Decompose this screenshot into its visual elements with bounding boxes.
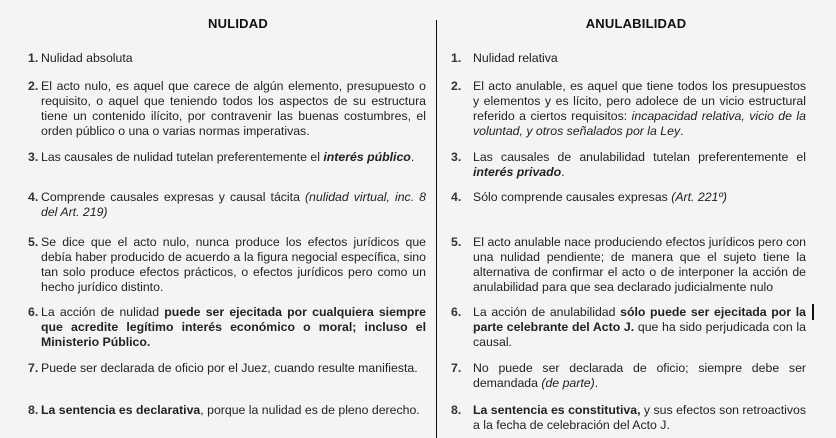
item-text <box>473 361 806 391</box>
emphasis-text: puede ser ejecitada por cualquiera siempre que acredite legítimo interés económico o moral; incluso el Ministerio Público. <box>41 305 426 349</box>
anulabilidad-item <box>451 361 806 391</box>
text-segment: . <box>594 376 599 390</box>
text-segment: Las causales de anulabilidad tutelan preferentemente el <box>473 150 806 164</box>
item-number: 7. <box>28 361 39 375</box>
text-segment: La acción de anulabilidad <box>473 305 621 319</box>
emphasis-text: interés público <box>323 150 411 164</box>
anulabilidad-item <box>451 150 806 180</box>
text-segment: . <box>680 124 684 138</box>
anulabilidad-item <box>451 235 806 295</box>
item-number: 8. <box>451 403 462 417</box>
item-text <box>41 51 426 66</box>
nulidad-item <box>28 79 426 139</box>
emphasis-text: (nulidad virtual, inc. 8 del Art. 219) <box>41 190 426 219</box>
item-text <box>41 235 426 295</box>
anulabilidad-heading: ANULABILIDAD <box>585 16 687 31</box>
text-segment: La acción de nulidad <box>41 305 165 319</box>
text-segment: . <box>410 150 415 164</box>
nulidad-item <box>28 190 426 220</box>
item-text <box>41 305 426 350</box>
anulabilidad-item <box>451 51 806 66</box>
text-segment: Comprende causales expresas y causal tácita <box>41 190 305 204</box>
item-text <box>41 150 426 165</box>
emphasis-text: sólo puede ser ejecitada por la parte celebrante del Acto J. <box>473 305 806 334</box>
text-segment: Nulidad relativa <box>473 51 558 65</box>
item-number: 1. <box>28 51 39 65</box>
nulidad-item <box>28 235 426 295</box>
text-segment: Puede ser declarada de oficio por el Juez, cuando resulte manifiesta. <box>41 361 418 375</box>
item-text <box>41 190 426 220</box>
item-number: 4. <box>451 190 462 204</box>
item-text <box>473 305 806 350</box>
emphasis-text: La sentencia es constitutiva, <box>473 403 641 417</box>
text-segment: y sus efectos son retroactivos a la fecha de celebración del Acto J. <box>473 403 806 432</box>
item-text <box>473 190 806 205</box>
item-number: 7. <box>451 361 462 375</box>
anulabilidad-item <box>451 190 806 205</box>
text-segment: El acto nulo, es aquel que carece de algún elemento, presupuesto o requisito, o aquel que teniendo todos los aspectos de su estructura tiene un contenido ilícito, por contravenir las buenas costumbres, el orden público o una o varias normas imperativas. <box>41 79 426 138</box>
text-segment: Nulidad absoluta <box>41 51 133 65</box>
item-number: 2. <box>451 79 462 93</box>
text-segment: El acto anulable nace produciendo efectos jurídicos pero con una nulidad pendiente; de manera que el sujeto tiene la alternativa de confirmar el acto o de interponer la acción de anulabilidad para que sea declarado judicialmente nulo <box>473 235 806 294</box>
emphasis-text: (Art. 221º) <box>671 190 727 204</box>
text-segment: El acto anulable, es aquel que tiene todos los presupuestos y elementos y es lícito, pero adolece de un vicio estructural referido a ciertos requisitos: <box>473 79 806 123</box>
text-segment: que ha sido perjudicada con la causal. <box>473 320 806 349</box>
anulabilidad-item <box>451 79 806 139</box>
item-text <box>41 361 426 376</box>
nulidad-item <box>28 51 426 66</box>
item-number: 4. <box>28 190 39 204</box>
emphasis-text: interés privado <box>473 165 562 179</box>
item-number: 2. <box>28 79 39 93</box>
item-number: 1. <box>451 51 462 65</box>
item-text <box>41 403 426 418</box>
item-text <box>473 150 806 180</box>
text-cursor <box>812 304 814 320</box>
text-segment: . <box>561 165 565 179</box>
item-number: 6. <box>28 305 39 319</box>
item-text <box>41 79 426 139</box>
anulabilidad-item <box>451 403 806 433</box>
emphasis-text: incapacidad relativa, vicio de la voluntad, y otros señalados por la Ley <box>473 109 806 138</box>
item-text <box>473 51 806 66</box>
item-number: 3. <box>451 150 462 164</box>
item-number: 5. <box>28 235 39 249</box>
nulidad-item <box>28 305 426 350</box>
nulidad-heading: NULIDAD <box>208 16 268 31</box>
emphasis-text: (de parte) <box>541 376 595 390</box>
column-divider <box>436 20 437 438</box>
item-text <box>473 403 806 433</box>
item-number: 3. <box>28 150 39 164</box>
item-text <box>473 235 806 295</box>
item-number: 8. <box>28 403 39 417</box>
text-segment: Sólo comprende causales expresas <box>473 190 672 204</box>
nulidad-item <box>28 361 426 376</box>
item-number: 5. <box>451 235 462 249</box>
item-text <box>473 79 806 139</box>
text-segment: Se dice que el acto nulo, nunca produce los efectos jurídicos que debía haber producido de acuerdo a la figura negocial específica, sino tan solo produce efectos prácticos, o efectos jurídicos pero como un hecho jurídico distinto. <box>41 235 426 294</box>
emphasis-text: La sentencia es declarativa <box>41 403 201 417</box>
item-number: 6. <box>451 305 462 319</box>
text-segment: Las causales de nulidad tutelan preferentemente el <box>41 150 324 164</box>
text-segment: No puede ser declarada de oficio; siempre debe ser demandada <box>473 361 806 390</box>
nulidad-item <box>28 150 426 165</box>
anulabilidad-item <box>451 305 806 350</box>
text-segment: , porque la nulidad es de pleno derecho. <box>200 403 420 417</box>
nulidad-item <box>28 403 426 418</box>
